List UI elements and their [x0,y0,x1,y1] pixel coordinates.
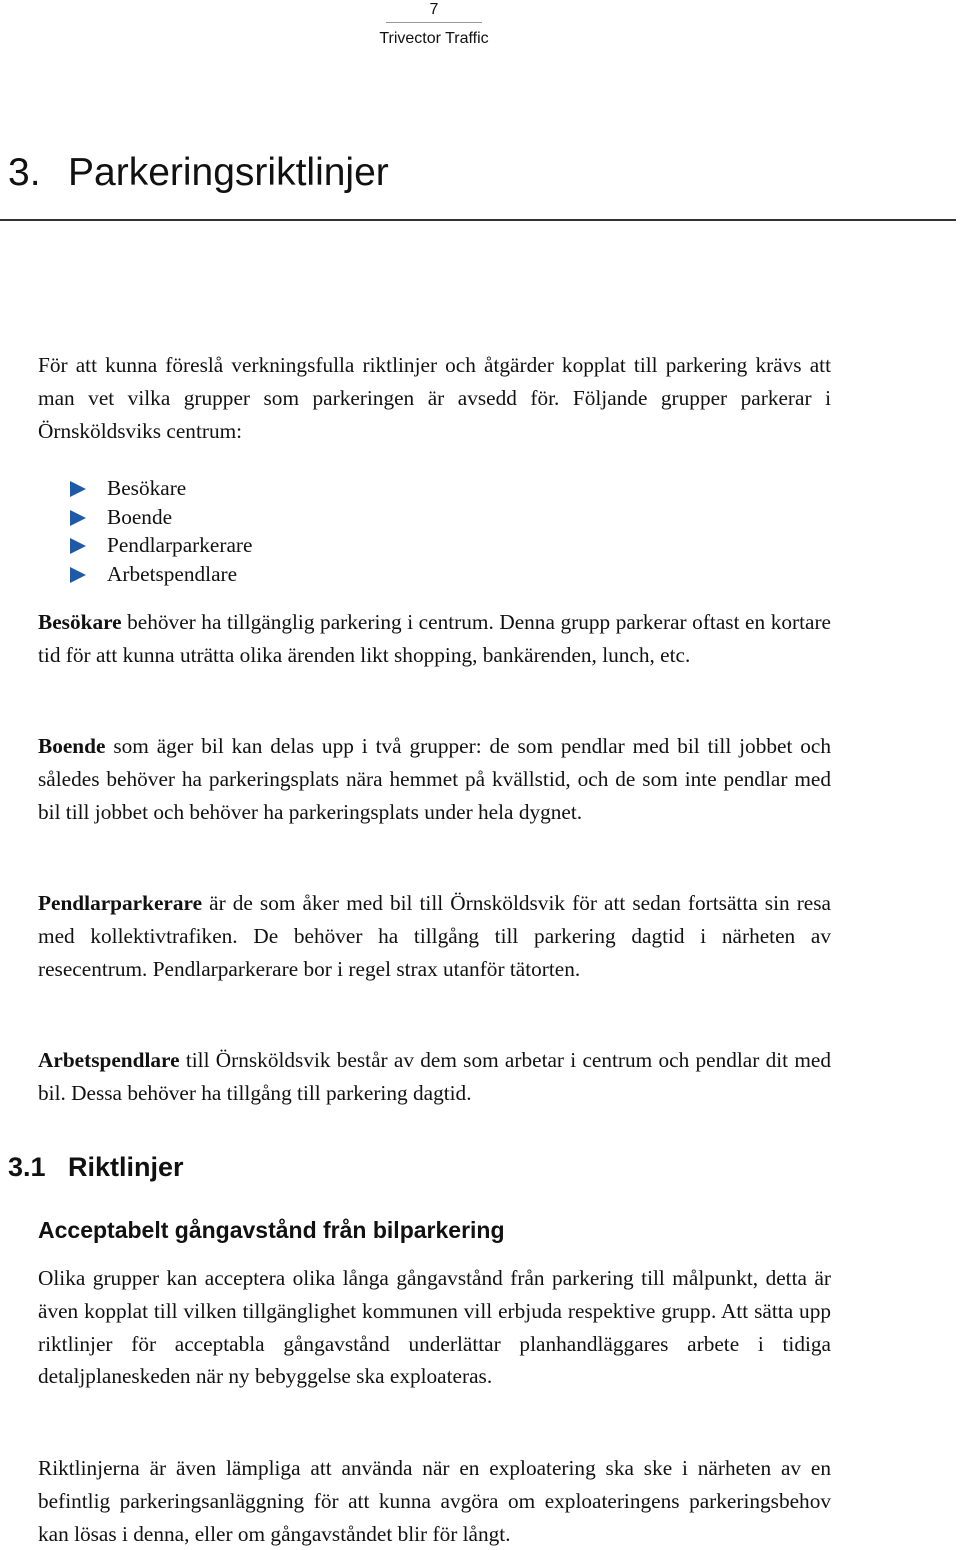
list-item [68,531,252,560]
section-number: 3. [8,151,41,194]
list-item-label: Arbetspendlare [107,562,238,587]
header-divider [386,22,482,23]
arbetspendlare-paragraph [38,1044,831,1110]
list-item [68,474,252,503]
term-label: Besökare [38,610,122,634]
term-description: behöver ha tillgänglig parkering i centrum. Denna grupp parkerar oftast en kortare tid för att kunna uträtta olika ärenden likt shopping, bankärenden, lunch, etc. [38,610,831,667]
group-list [68,474,252,589]
page-number: 7 [429,1,439,18]
term-label: Boende [38,734,106,758]
list-item-label: Besökare [107,476,187,500]
triangle-bullet-icon [70,481,86,497]
body-paragraph: Riktlinjerna är även lämpliga att använda när en exploatering ska ske i närheten av en befintlig parkeringsanläggning för att kunna avgöra om exploateringens parkeringsbehov kan lösas i denna, eller om gångavståndet blir för långt. [38,1456,831,1546]
subheading: Acceptabelt gångavstånd från bilparkering [38,1217,505,1243]
triangle-bullet-icon [70,510,86,526]
subsection-number: 3.1 [8,1152,46,1182]
term-description: som äger bil kan delas upp i två grupper: de som pendlar med bil till jobbet och således behöver ha parkeringsplats nära hemmet på kvällstid, och de som inte pendlar med bil till jobbet och behöver ha parkeringsplats under hela dygnet. [38,734,831,824]
term-label: Pendlarparkerare [38,891,203,915]
pendlarparkerare-paragraph [38,887,831,985]
heading-divider [0,219,956,221]
list-item [68,560,252,589]
company-name: Trivector Traffic [379,30,489,47]
term-description: är de som åker med bil till Örnsköldsvik för att sedan fortsätta sin resa med kollektivtrafiken. De behöver ha tillgång till parkering dagtid i närheten av resecentrum. Pendlarparkerare bor i regel strax utanför tätorten. [38,891,831,981]
besokare-paragraph [38,606,831,672]
term-label: Arbetspendlare [38,1048,180,1072]
intro-paragraph: För att kunna föreslå verkningsfulla riktlinjer och åtgärder kopplat till parkering krävs att man vet vilka grupper som parkeringen är avsedd för. Följande grupper parkerar i Örnsköldsviks centrum: [38,353,831,443]
list-item-label: Boende [107,504,173,529]
list-item [68,503,252,532]
body-paragraph: Olika grupper kan acceptera olika långa gångavstånd från parkering till målpunkt, detta är även kopplat till vilken tillgänglighet kommunen vill erbjuda respektive grupp. Att sätta upp riktlinjer för acceptabla gångavstånd underlättar planhandläggares arbete i tidiga detaljplaneskeden när ny bebyggelse ska exploateras. [38,1266,831,1389]
boende-paragraph [38,730,831,828]
subsection-heading [8,1150,184,1184]
triangle-bullet-icon [70,538,86,554]
section-heading [8,150,389,196]
section-title: Parkeringsriktlinjer [68,151,389,194]
subsection-title: Riktlinjer [68,1152,184,1182]
term-description: till Örnsköldsvik består av dem som arbetar i centrum och pendlar dit med bil. Dessa behöver ha tillgång till parkering dagtid. [38,1048,831,1105]
list-item-label: Pendlarparkerare [107,533,253,558]
triangle-bullet-icon [70,567,86,583]
